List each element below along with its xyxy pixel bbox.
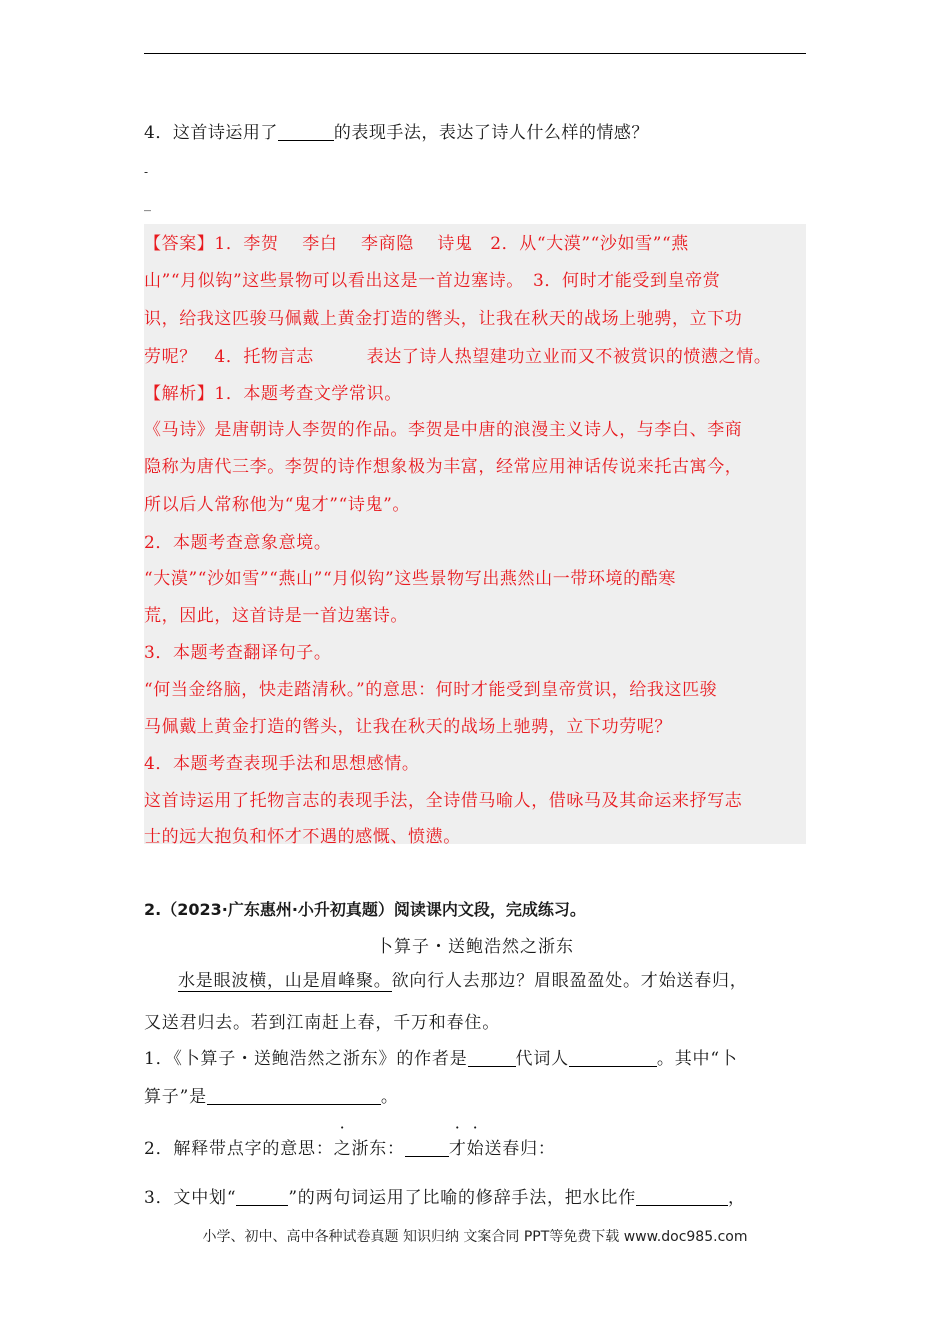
sub-question-2-text: 浙东：: [351, 1139, 405, 1159]
answer-line: 【答案】1．李贺 李白 李商隐 诗鬼 2．从“大漠”“沙如雪”“燕: [144, 234, 689, 254]
poem-underlined-text: 水是眼波横，山是眉峰聚。: [178, 971, 392, 991]
dotted-character: 之: [333, 1139, 352, 1159]
sub-question-3-text: ，: [728, 1188, 746, 1208]
sub-question-3: [144, 1183, 746, 1208]
analysis-line: 马佩戴上黄金打造的辔头，让我在秋天的战场上驰骋，立下功劳呢？: [144, 717, 672, 737]
analysis-line: “大漠”“沙如雪”“燕山”“月似钩”这些景物写出燕然山一带环境的酷寒: [144, 569, 676, 589]
poem-title: 卜算子・送鲍浩然之浙东: [376, 937, 574, 957]
answer-line: 劳呢？ 4．托物言志 表达了诗人热望建功立业而又不被赏识的愤懑之情。: [144, 347, 772, 367]
sub-question-1-text: 代词人: [515, 1049, 569, 1069]
question-4-text-a: 4．这首诗运用了: [144, 123, 278, 143]
sub-question-1: [144, 1044, 738, 1069]
answer-line: 识，给我这匹骏马佩戴上黄金打造的辔头，让我在秋天的战场上驰骋，立下功: [144, 309, 743, 329]
sub-question-1-text: 算子”是: [144, 1087, 207, 1107]
question-4: [144, 118, 649, 143]
sub-question-1-cont: [144, 1082, 399, 1107]
sub-question-1-text: 。其中“卜: [656, 1049, 738, 1069]
sub-question-2: [144, 1134, 556, 1159]
poem-text: 欲向行人去那边？眉眼盈盈处。才始送春归，: [391, 971, 748, 991]
analysis-line: 3．本题考查翻译句子。: [144, 643, 332, 663]
sub-question-2-text: 2．解释带点字的意思：: [144, 1139, 334, 1159]
page-footer: 小学、初中、高中各种试卷真题 知识归纳 文案合同 PPT等免费下载 www.doc985.com: [202, 1229, 748, 1245]
analysis-line: 4．本题考查表现手法和思想感情。: [144, 754, 420, 774]
answer-blank: [207, 1087, 381, 1105]
answer-blank: [569, 1049, 657, 1067]
answer-blank: [236, 1188, 288, 1206]
analysis-line: 这首诗运用了托物言志的表现手法，全诗借马喻人，借咏马及其命运来抒写志: [144, 791, 743, 811]
question-4-text-b: 的表现手法，表达了诗人什么样的情感？: [333, 123, 649, 143]
header-rule: [144, 53, 806, 54]
analysis-line: 【解析】1．本题考查文学常识。: [144, 384, 402, 404]
dash-mark: _: [144, 196, 151, 212]
answer-line: 山”“月似钩”这些景物可以看出这是一首边塞诗。 3．何时才能受到皇帝赏: [144, 271, 721, 291]
question-2-title: 2.（2023·广东惠州·小升初真题）阅读课内文段，完成练习。: [144, 900, 586, 919]
sub-question-2-text: 送春归：: [484, 1139, 556, 1159]
analysis-line: “何当金络脑，快走踏清秋。”的意思：何时才能受到皇帝赏识，给我这匹骏: [144, 680, 718, 700]
answer-blank: [278, 123, 334, 141]
analysis-line: 2．本题考查意象意境。: [144, 533, 332, 553]
poem-line-2: 又送君归去。若到江南赶上春，千万和春住。: [144, 1013, 500, 1033]
analysis-line: 《马诗》是唐朝诗人李贺的作品。李贺是中唐的浪漫主义诗人，与李白、李商: [144, 420, 743, 440]
sub-question-1-text: 1．《卜算子・送鲍浩然之浙东》的作者是: [144, 1049, 468, 1069]
answer-blank: [636, 1188, 728, 1206]
answer-blank: [405, 1139, 449, 1157]
sub-question-1-text: 。: [380, 1087, 399, 1107]
analysis-line: 士的远大抱负和怀才不遇的感慨、愤懑。: [144, 827, 461, 847]
answer-blank: [468, 1049, 516, 1067]
poem-line-1: [178, 966, 748, 991]
sub-question-3-text: 3．文中划“: [144, 1188, 237, 1208]
sub-question-3-text: ”的两句词运用了比喻的修辞手法，把水比作: [288, 1188, 637, 1208]
analysis-line: 所以后人常称他为“鬼才”“诗鬼”。: [144, 495, 410, 515]
analysis-line: 荒，因此，这首诗是一首边塞诗。: [144, 606, 408, 626]
analysis-line: 隐称为唐代三李。李贺的诗作想象极为丰富，经常应用神话传说来托古寓今，: [144, 457, 743, 477]
dotted-character: 始: [466, 1139, 485, 1159]
dash-mark: -: [144, 165, 149, 179]
dotted-character: 才: [448, 1139, 467, 1159]
